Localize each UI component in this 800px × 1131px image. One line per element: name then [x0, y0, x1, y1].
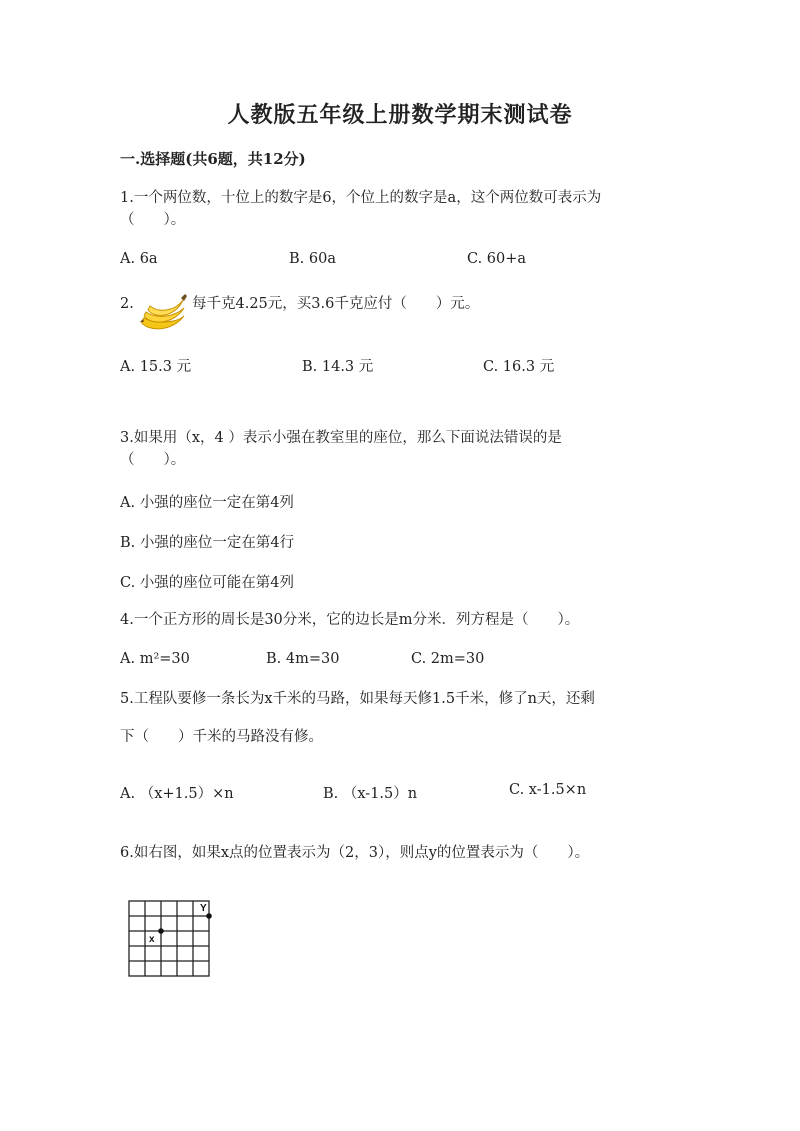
- question-3-option-b: B. 小强的座位一定在第4行: [120, 535, 295, 551]
- question-3-line-2: （ ）。: [120, 452, 186, 468]
- section-heading: 一.选择题(共6题，共12分): [120, 150, 306, 168]
- question-5-line-1: 5.工程队要修一条长为x千米的马路，如果每天修1.5千米，修了n天，还剩: [120, 691, 595, 707]
- point-x-marker: [158, 928, 164, 934]
- question-2-text: 每千克4.25元，买3.6千克应付（ ）元。: [192, 296, 480, 312]
- banana-icon: [138, 292, 190, 334]
- question-2-prefix: 2.: [120, 296, 134, 312]
- question-5-option-b: B. （x-1.5）n: [323, 786, 418, 802]
- question-6-line-1: 6.如右图，如果x点的位置表示为（2，3），则点y的位置表示为（ ）。: [120, 845, 590, 861]
- point-y-marker: [206, 913, 212, 919]
- question-4-option-c: C. 2m=30: [411, 651, 485, 667]
- question-4-line-1: 4.一个正方形的周长是30分米，它的边长是m分米．列方程是（ ）。: [120, 612, 580, 628]
- question-1-option-c: C. 60+a: [467, 251, 527, 267]
- question-1-option-a: A. 6a: [120, 251, 158, 267]
- question-1-line-1: 1.一个两位数，十位上的数字是6，个位上的数字是a，这个两位数可表示为: [120, 190, 602, 206]
- question-2-option-a: A. 15.3 元: [120, 359, 192, 375]
- coordinate-grid-figure: [127, 896, 213, 978]
- question-4-option-b: B. 4m=30: [266, 651, 340, 667]
- question-5-option-a: A. （x+1.5）×n: [120, 786, 234, 802]
- point-y-label: Y: [200, 903, 207, 914]
- question-3-option-a: A. 小强的座位一定在第4列: [120, 495, 294, 511]
- question-1-line-2: （ ）。: [120, 212, 186, 228]
- question-2-option-b: B. 14.3 元: [302, 359, 374, 375]
- question-3-option-c: C. 小强的座位可能在第4列: [120, 575, 295, 591]
- point-x-label: x: [149, 934, 155, 945]
- page-title: 人教版五年级上册数学期末测试卷: [227, 102, 573, 128]
- question-1-option-b: B. 60a: [289, 251, 336, 267]
- question-4-option-a: A. m²=30: [120, 651, 190, 667]
- question-3-line-1: 3.如果用（x，4 ）表示小强在教室里的座位，那么下面说法错误的是: [120, 430, 562, 446]
- question-2-option-c: C. 16.3 元: [483, 359, 555, 375]
- question-5-line-2: 下（ ）千米的马路没有修。: [120, 729, 323, 745]
- question-5-option-c: C. x-1.5×n: [509, 782, 587, 798]
